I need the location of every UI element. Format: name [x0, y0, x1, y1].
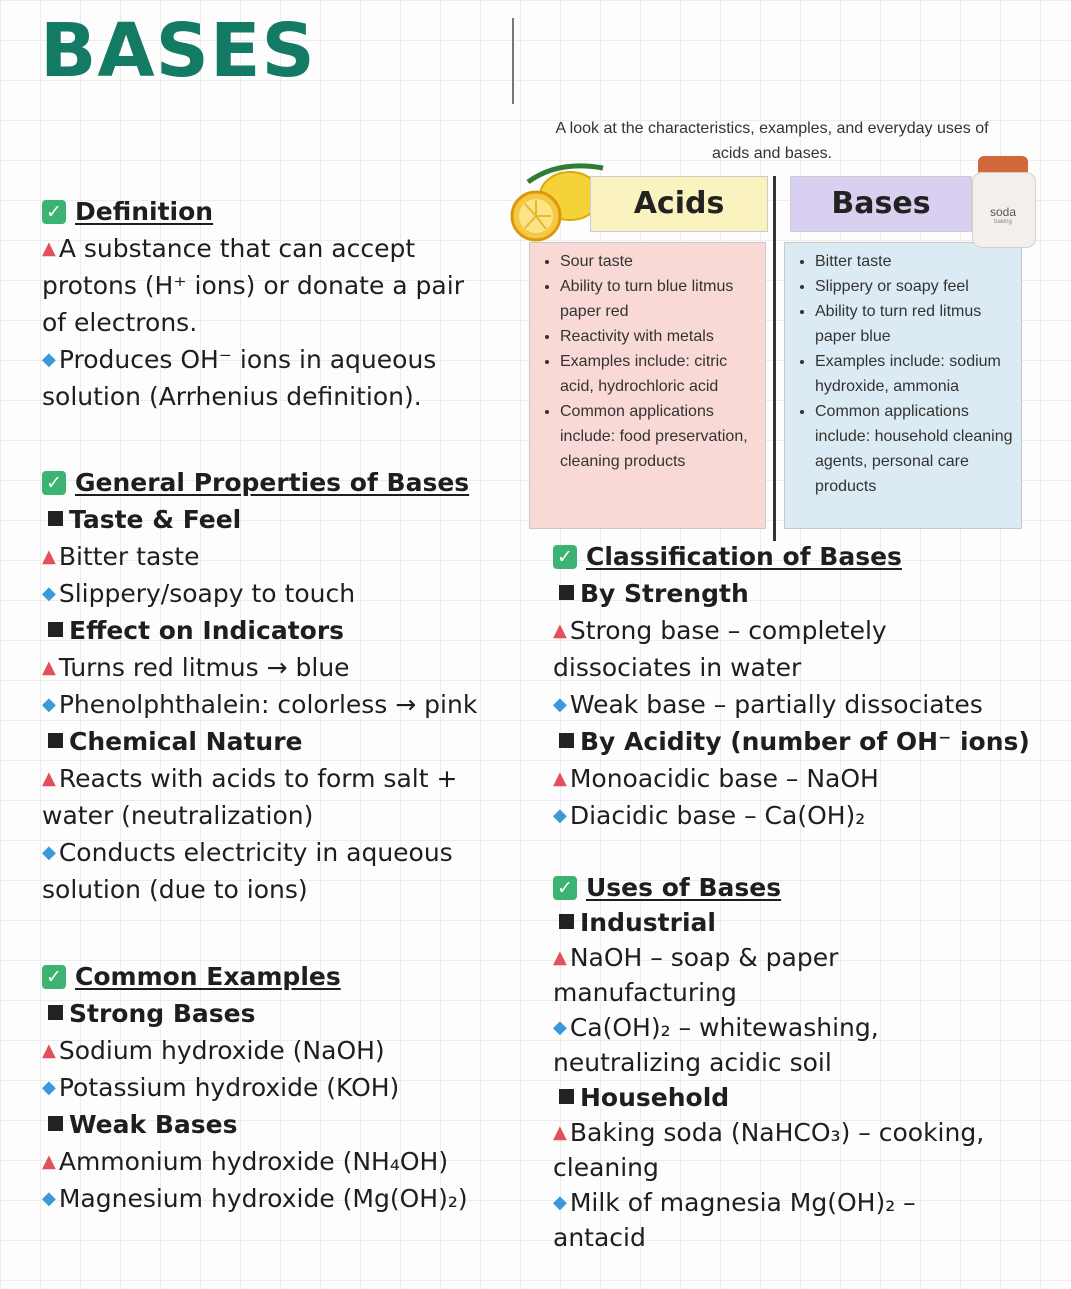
classification-heading — [553, 538, 1030, 575]
acids-item: • Sour taste — [560, 249, 757, 274]
bases-item: • Examples include: sodium hydroxide, ammonia — [815, 349, 1013, 399]
red-triangle-icon: ▲ — [42, 1040, 56, 1061]
check-icon: ✓ — [553, 876, 577, 900]
list-item-cont: antacid — [553, 1223, 646, 1252]
red-triangle-icon: ▲ — [42, 768, 56, 789]
bases-item: • Ability to turn red litmus paper blue — [815, 299, 1013, 349]
definition-line: protons (H⁺ ions) or donate a pair — [42, 271, 464, 300]
red-triangle-icon: ▲ — [553, 1122, 567, 1143]
acids-item: • Reactivity with metals — [560, 324, 757, 349]
blue-diamond-icon: ◆ — [553, 694, 567, 715]
list-item — [553, 1185, 984, 1220]
definition-heading — [42, 193, 464, 230]
acids-item: • Ability to turn blue litmus paper red — [560, 274, 757, 324]
subheading-text: By Acidity (number of OH⁻ ions) — [580, 727, 1030, 756]
subheading-text: Industrial — [580, 908, 716, 937]
subheading-text: Household — [580, 1083, 730, 1112]
square-bullet-icon — [559, 585, 574, 600]
red-triangle-icon: ▲ — [553, 620, 567, 641]
definition-heading-text: Definition — [75, 197, 214, 226]
list-item — [42, 649, 477, 686]
list-item-text: Magnesium hydroxide (Mg(OH)₂) — [58, 1184, 468, 1213]
square-bullet-icon — [48, 733, 63, 748]
acids-list — [544, 249, 757, 474]
list-item-cont: dissociates in water — [553, 653, 802, 682]
list-item-text: Strong base – completely — [569, 616, 887, 645]
list-item-cont: solution (due to ions) — [42, 875, 308, 904]
list-item — [553, 612, 1030, 649]
blue-diamond-icon: ◆ — [42, 842, 56, 863]
acids-item: • Common applications include: food preservation, cleaning products — [560, 399, 757, 474]
list-item — [42, 575, 477, 612]
blue-diamond-icon: ◆ — [42, 583, 56, 604]
subheading — [42, 1106, 468, 1143]
red-triangle-icon: ▲ — [42, 1151, 56, 1172]
bases-label: Bases — [831, 186, 931, 221]
subheading-text: Effect on Indicators — [69, 616, 345, 645]
list-item-text: Phenolphthalein: colorless → pink — [58, 690, 478, 719]
list-item-text: Weak base – partially dissociates — [569, 690, 983, 719]
acids-header — [590, 176, 768, 232]
definition-section — [42, 193, 464, 415]
blue-diamond-icon: ◆ — [42, 349, 56, 370]
subheading-text: Chemical Nature — [69, 727, 303, 756]
list-item — [553, 797, 1030, 834]
red-triangle-icon: ▲ — [42, 546, 56, 567]
subheading-text: By Strength — [580, 579, 749, 608]
blue-diamond-icon: ◆ — [553, 1017, 567, 1038]
classification-section — [553, 538, 1030, 834]
list-item — [42, 1180, 468, 1217]
list-item-text: Sodium hydroxide (NaOH) — [58, 1036, 385, 1065]
list-item — [42, 1143, 468, 1180]
list-item — [553, 1115, 984, 1150]
list-item-text: Milk of magnesia Mg(OH)₂ – — [569, 1188, 916, 1217]
list-item-text: Diacidic base – Ca(OH)₂ — [569, 801, 866, 830]
square-bullet-icon — [48, 622, 63, 637]
list-item-text: Turns red litmus → blue — [58, 653, 350, 682]
examples-heading — [42, 958, 468, 995]
properties-heading-text: General Properties of Bases — [75, 468, 470, 497]
list-item-text: Slippery/soapy to touch — [58, 579, 356, 608]
examples-section — [42, 958, 468, 1217]
square-bullet-icon — [48, 511, 63, 526]
subheading — [553, 575, 1030, 612]
bases-body — [784, 242, 1022, 529]
list-item — [553, 940, 984, 975]
list-item-text: Ammonium hydroxide (NH₄OH) — [58, 1147, 449, 1176]
list-item — [42, 834, 477, 871]
list-item — [42, 1032, 468, 1069]
acids-label: Acids — [633, 186, 725, 221]
definition-text: A substance that can accept — [58, 234, 416, 263]
properties-section — [42, 464, 477, 908]
uses-section — [553, 870, 984, 1255]
list-item — [42, 1069, 468, 1106]
jar-label: soda — [989, 205, 1017, 219]
classification-heading-text: Classification of Bases — [586, 542, 902, 571]
properties-heading — [42, 464, 477, 501]
examples-heading-text: Common Examples — [75, 962, 341, 991]
check-icon: ✓ — [42, 965, 66, 989]
check-icon: ✓ — [42, 471, 66, 495]
list-item-text: Ca(OH)₂ – whitewashing, — [569, 1013, 879, 1042]
definition-text: Produces OH⁻ ions in aqueous — [58, 345, 437, 374]
red-triangle-icon: ▲ — [553, 947, 567, 968]
list-item-cont: neutralizing acidic soil — [553, 1048, 832, 1077]
square-bullet-icon — [559, 733, 574, 748]
list-item-text: Reacts with acids to form salt + — [58, 764, 458, 793]
subheading — [553, 905, 984, 940]
red-triangle-icon: ▲ — [42, 238, 56, 259]
subheading — [553, 1080, 984, 1115]
infographic-caption: A look at the characteristics, examples, and everyday uses of acids and bases. — [555, 120, 989, 162]
list-item — [42, 760, 477, 797]
blue-diamond-icon: ◆ — [42, 694, 56, 715]
list-item-cont: manufacturing — [553, 978, 737, 1007]
page-title: BASES — [40, 8, 316, 94]
subheading — [42, 995, 468, 1032]
subheading — [553, 723, 1030, 760]
list-item-text: Monoacidic base – NaOH — [569, 764, 879, 793]
blue-diamond-icon: ◆ — [42, 1077, 56, 1098]
list-item-text: Bitter taste — [58, 542, 200, 571]
title-divider — [512, 18, 514, 104]
acids-item: • Examples include: citric acid, hydrochloric acid — [560, 349, 757, 399]
definition-line: of electrons. — [42, 308, 198, 337]
list-item — [553, 686, 1030, 723]
square-bullet-icon — [559, 1089, 574, 1104]
uses-heading-text: Uses of Bases — [586, 873, 782, 902]
bases-list — [799, 249, 1013, 499]
square-bullet-icon — [48, 1116, 63, 1131]
blue-diamond-icon: ◆ — [553, 805, 567, 826]
subheading — [42, 612, 477, 649]
definition-line — [42, 230, 464, 267]
subheading — [42, 501, 477, 538]
list-item-cont: water (neutralization) — [42, 801, 314, 830]
soda-jar-icon — [970, 156, 1036, 248]
comparison-divider — [773, 176, 776, 541]
list-item — [553, 760, 1030, 797]
square-bullet-icon — [559, 914, 574, 929]
acids-body — [529, 242, 766, 529]
definition-line — [42, 341, 464, 378]
jar-sublabel: baking — [994, 219, 1012, 225]
subheading-text: Weak Bases — [69, 1110, 238, 1139]
list-item-cont: cleaning — [553, 1153, 659, 1182]
square-bullet-icon — [48, 1005, 63, 1020]
uses-heading — [553, 870, 984, 905]
bases-header — [790, 176, 972, 232]
list-item — [42, 686, 477, 723]
list-item-text: Conducts electricity in aqueous — [58, 838, 453, 867]
list-item-text: Potassium hydroxide (KOH) — [58, 1073, 400, 1102]
bases-item: • Bitter taste — [815, 249, 1013, 274]
check-icon: ✓ — [42, 200, 66, 224]
check-icon: ✓ — [553, 545, 577, 569]
list-item — [553, 1010, 984, 1045]
list-item-text: NaOH – soap & paper — [569, 943, 839, 972]
subheading-text: Taste & Feel — [69, 505, 242, 534]
blue-diamond-icon: ◆ — [553, 1192, 567, 1213]
subheading-text: Strong Bases — [69, 999, 256, 1028]
bases-item: • Slippery or soapy feel — [815, 274, 1013, 299]
red-triangle-icon: ▲ — [553, 768, 567, 789]
red-triangle-icon: ▲ — [42, 657, 56, 678]
list-item-text: Baking soda (NaHCO₃) – cooking, — [569, 1118, 985, 1147]
definition-line: solution (Arrhenius definition). — [42, 382, 422, 411]
bases-item: • Common applications include: household cleaning agents, personal care products — [815, 399, 1013, 499]
subheading — [42, 723, 477, 760]
blue-diamond-icon: ◆ — [42, 1188, 56, 1209]
list-item — [42, 538, 477, 575]
